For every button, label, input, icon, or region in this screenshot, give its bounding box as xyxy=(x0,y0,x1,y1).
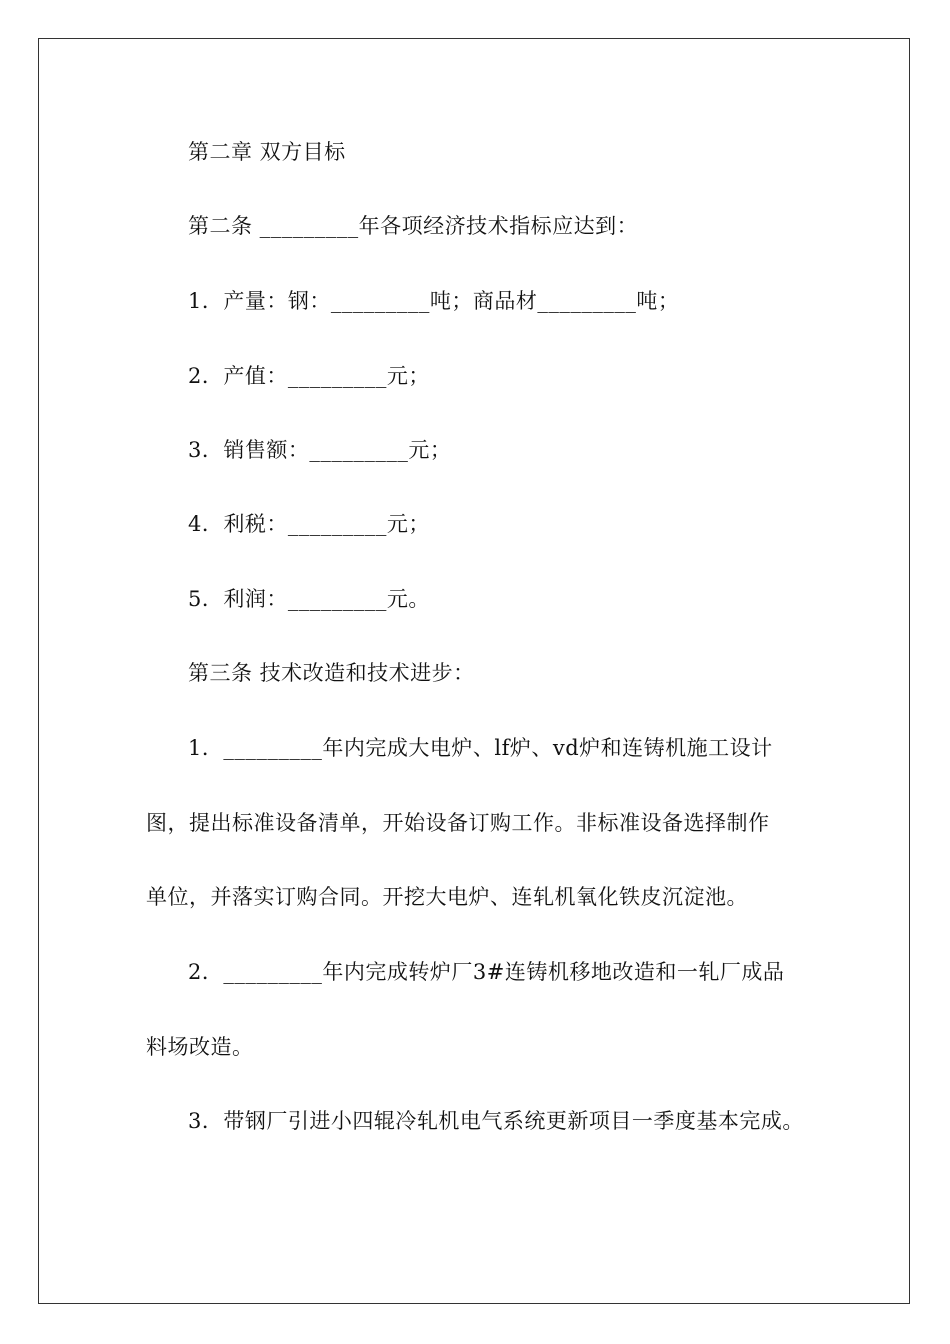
article-2-heading: 第二条 _________年各项经济技术指标应达到： xyxy=(188,214,639,238)
article-3-item-1-line-1: 1．_________年内完成大电炉、lf炉、vd炉和连铸机施工设计 xyxy=(188,736,773,760)
article-2-item-3: 3．销售额：_________元； xyxy=(188,438,452,462)
article-2-item-4: 4．利税：_________元； xyxy=(188,512,430,536)
article-3-item-3: 3．带钢厂引进小四辊冷轧机电气系统更新项目一季度基本完成。 xyxy=(188,1109,804,1133)
article-2-item-1: 1．产量：钢：_________吨；商品材_________吨； xyxy=(188,289,680,313)
article-2-item-5: 5．利润：_________元。 xyxy=(188,587,430,611)
article-3-item-2-line-1: 2．_________年内完成转炉厂3#连铸机移地改造和一轧厂成品 xyxy=(188,960,785,984)
article-3-item-1-line-3: 单位，并落实订购合同。开挖大电炉、连轧机氧化铁皮沉淀池。 xyxy=(146,885,748,909)
article-3-item-1-line-2: 图，提出标准设备清单，开始设备订购工作。非标准设备选择制作 xyxy=(146,811,770,835)
chapter-heading: 第二章 双方目标 xyxy=(188,140,346,164)
article-3-heading: 第三条 技术改造和技术进步： xyxy=(188,661,475,685)
article-3-item-2-line-2: 料场改造。 xyxy=(146,1035,254,1059)
article-2-item-2: 2．产值：_________元； xyxy=(188,364,430,388)
